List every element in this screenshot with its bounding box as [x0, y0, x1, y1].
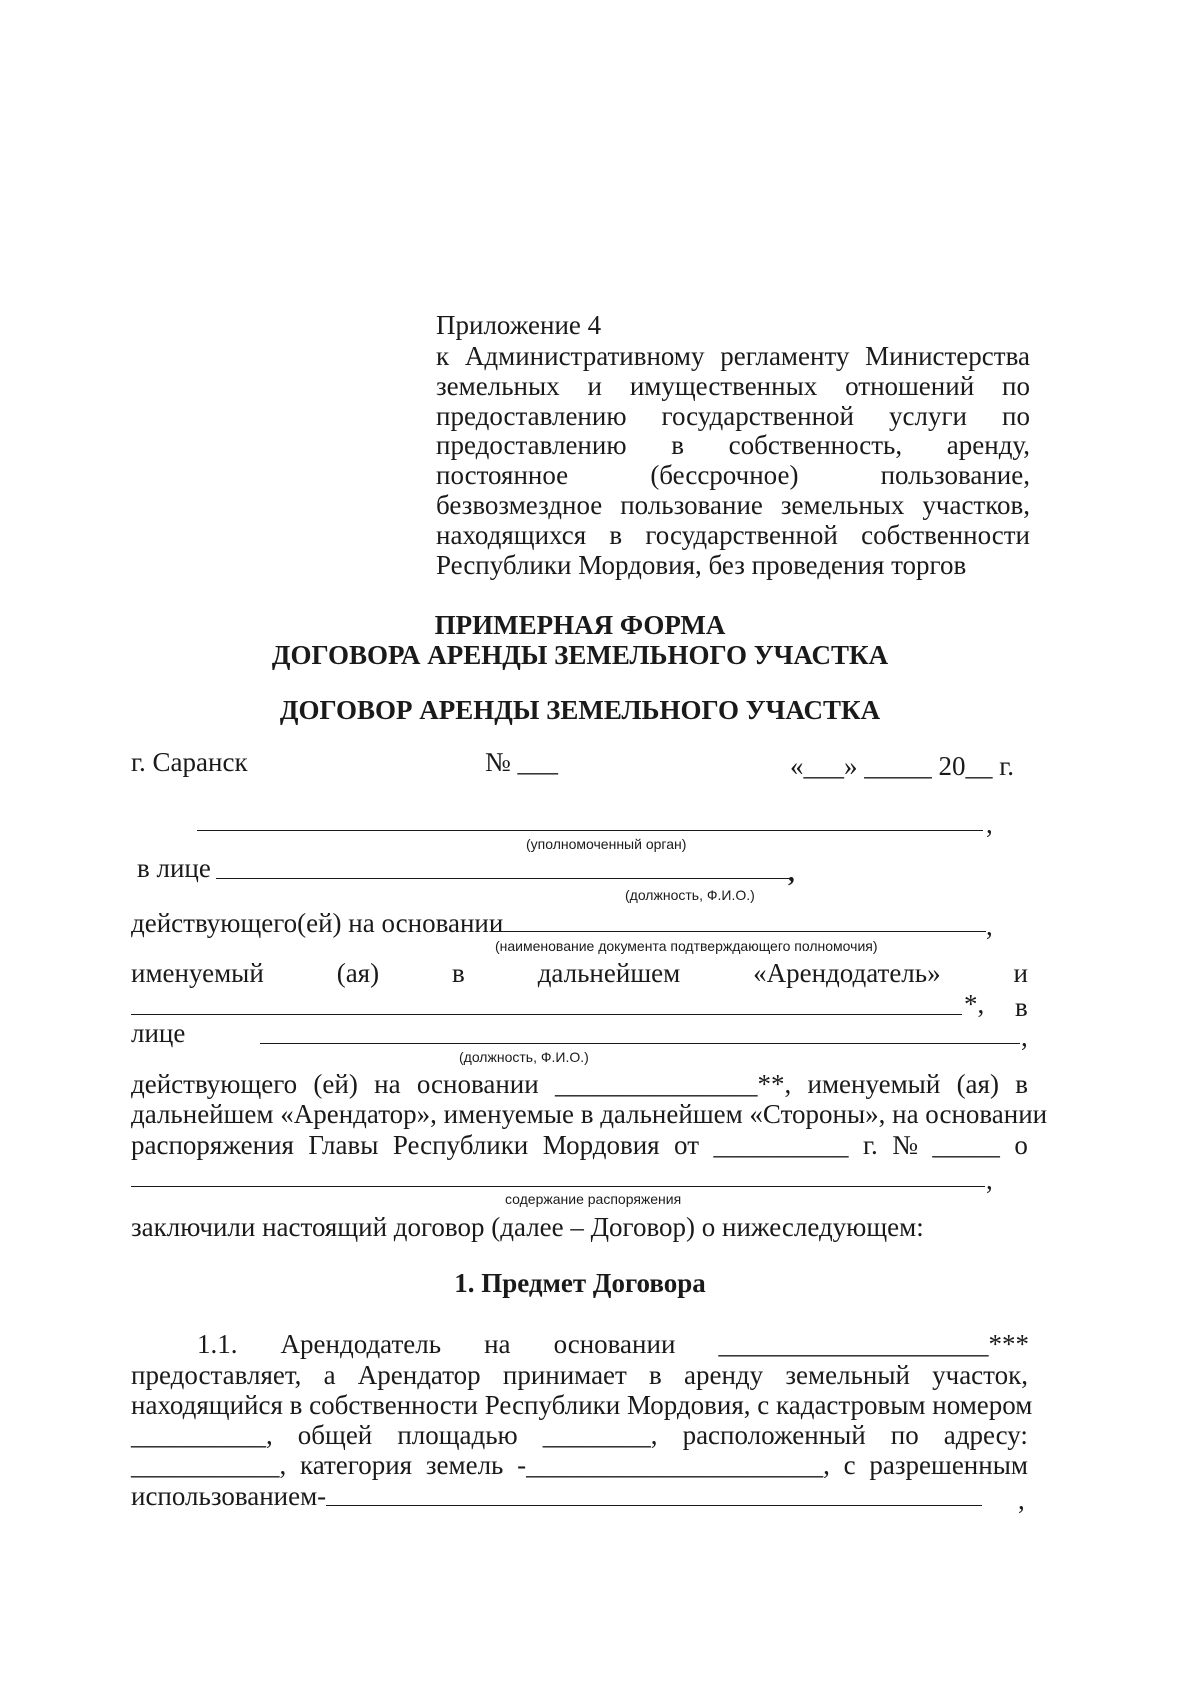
appendix-word: регламенту [720, 341, 850, 371]
appendix-line [436, 429, 1030, 459]
contract-title: ДОГОВОР АРЕНДЫ ЗЕМЕЛЬНОГО УЧАСТКА [279, 695, 881, 725]
order-word: __________ [713, 1130, 849, 1160]
contract-date: «___» _____ 20__ г. [790, 751, 1015, 781]
order-word: _____ [932, 1130, 1000, 1160]
concluded-line: заключили настоящий договор (далее – Договор) о нижеследующем: [131, 1212, 924, 1242]
appendix-word: Административному [464, 341, 705, 371]
authority-comma: , [986, 809, 993, 839]
appendix-word: и [587, 370, 602, 401]
caption-authority: (уполномоченный орган) [526, 836, 687, 852]
acting2-word: именуемый [807, 1069, 941, 1099]
acting-basis-comma: , [986, 911, 993, 941]
clause-1-1-line-4 [131, 1419, 1028, 1451]
permitted-use-field-line [326, 1505, 982, 1506]
clause-row5-word: разрешенным [869, 1450, 1028, 1480]
clause-row2-word: земельный [785, 1360, 910, 1390]
in-person-label: в лице [137, 853, 211, 883]
lessee-field-line [131, 1014, 962, 1015]
authority-field-line [197, 830, 983, 831]
clause-row5-word: ___________, [131, 1450, 287, 1480]
appendix-word: имущественных [629, 370, 818, 401]
appendix-word: (бессрочное) [650, 460, 799, 491]
clause-row4-word: площадью [397, 1420, 518, 1450]
appendix-line [436, 340, 1030, 370]
order-word: Республики [392, 1130, 529, 1160]
clause-row4-word: адресу: [943, 1420, 1028, 1450]
order-line [131, 1129, 1028, 1161]
appendix-word: земельных [436, 370, 560, 401]
appendix-title: Приложение 4 [436, 310, 602, 340]
order-word: Главы [308, 1130, 379, 1160]
order-word: Мордовия [542, 1130, 660, 1160]
clause-row1-word: 1.1. [197, 1329, 238, 1359]
appendix-word: в [609, 519, 623, 550]
clause-row2-word: предоставляет, [131, 1360, 302, 1390]
appendix-word: безвозмездное [436, 489, 603, 520]
appendix-last-line: Республики Мордовия, без проведения торгов [436, 550, 967, 580]
appendix-word: аренду, [946, 430, 1030, 461]
acting-basis-label: действующего(ей) на основании [131, 908, 504, 938]
clause-row2-word: принимает [502, 1360, 627, 1390]
lice-label: лице [131, 1018, 186, 1048]
order-content-field-line [131, 1186, 985, 1187]
further-named-line: дальнейшем «Арендатор», именуемые в дальнейшем «Стороны», на основании [131, 1099, 1048, 1129]
order-word: г. [862, 1130, 878, 1160]
clause-row5-word: с [843, 1450, 856, 1480]
named-lessor-line [131, 957, 1028, 989]
lessee-v: в [1015, 992, 1028, 1022]
named-word: в [452, 958, 465, 988]
appendix-line [436, 519, 1030, 549]
order-word: № [892, 1130, 918, 1160]
clause-row4-word: ________, [542, 1420, 658, 1450]
acting-lessee-line [131, 1068, 1028, 1100]
acting2-word: (ая) [956, 1069, 999, 1099]
appendix-line [436, 400, 1030, 430]
clause-row1-word: ____________________*** [718, 1329, 1029, 1359]
section-1-title: 1. Предмет Договора [454, 1268, 706, 1298]
named-word: «Арендодатель» [753, 958, 941, 988]
named-word: именуемый [131, 958, 264, 988]
clause-row4-word: по [890, 1420, 919, 1450]
named-word: (ая) [336, 958, 380, 988]
caption-document: (наименование документа подтверждающего полномочия) [495, 938, 878, 954]
acting2-word: действующего [131, 1069, 298, 1099]
appendix-word: земельных [780, 489, 905, 520]
appendix-word: Министерства [865, 341, 1030, 371]
clause-row1-word: на [484, 1329, 511, 1359]
clause-1-1-line-3: находящийся в собственности Республики Мордовия, с кадастровым номером [131, 1390, 1033, 1420]
appendix-word: по [1002, 370, 1030, 401]
clause-row2-word: а [323, 1360, 336, 1390]
appendix-word: постоянное [436, 460, 569, 491]
appendix-word: государственной [645, 519, 838, 550]
acting2-word: основании [416, 1069, 539, 1099]
order-content-comma: , [986, 1165, 993, 1195]
appendix-word: находящихся [436, 519, 587, 550]
named-word: и [1013, 958, 1028, 988]
clause-row4-word: общей [297, 1420, 373, 1450]
contract-number: № ___ [485, 747, 559, 777]
clause-row2-word: Арендатор [357, 1360, 481, 1390]
appendix-line [436, 489, 1030, 519]
acting2-word: _______________**, [554, 1069, 792, 1099]
acting2-word: на [374, 1069, 401, 1099]
in-person-comma: , [788, 857, 795, 887]
caption-order: содержание распоряжения [505, 1191, 682, 1207]
lice-comma: , [1021, 1022, 1028, 1052]
document-field-line [492, 931, 986, 932]
position-field-line-1 [216, 878, 790, 879]
clause-row2-word: участок, [932, 1360, 1028, 1390]
appendix-word: участков, [922, 489, 1030, 520]
caption-position-2: (должность, Ф.И.О.) [459, 1049, 589, 1065]
appendix-word: собственность, [728, 430, 903, 461]
clause-row5-word: категория [300, 1450, 413, 1480]
permitted-use-comma: , [1018, 1485, 1025, 1515]
city: г. Саранск [131, 747, 248, 777]
clause-row2-word: в [649, 1360, 662, 1390]
acting2-word: в [1015, 1069, 1028, 1099]
appendix-word: к [436, 341, 450, 371]
clause-1-1-line-2 [131, 1359, 1028, 1391]
clause-row5-word: земель [425, 1450, 504, 1480]
form-heading-line1: ПРИМЕРНАЯ ФОРМА [434, 610, 726, 640]
clause-row2-word: аренду [684, 1360, 764, 1390]
caption-position-1: (должность, Ф.И.О.) [625, 887, 755, 903]
appendix-word: по [1002, 400, 1030, 431]
clause-row4-word: расположенный [682, 1420, 866, 1450]
appendix-word: пользование, [880, 460, 1030, 491]
appendix-word: собственности [861, 519, 1030, 550]
form-heading-line2: ДОГОВОРА АРЕНДЫ ЗЕМЕЛЬНОГО УЧАСТКА [271, 640, 889, 670]
clause-row1-word: Арендодатель [280, 1329, 442, 1359]
order-word: о [1014, 1130, 1028, 1160]
clause-1-1-line-5 [131, 1449, 1028, 1481]
position-field-line-2 [260, 1043, 1020, 1044]
clause-row4-word: __________, [131, 1420, 273, 1450]
appendix-line [436, 459, 1030, 489]
appendix-word: государственной [661, 400, 854, 431]
acting2-word: (ей) [313, 1069, 358, 1099]
appendix-word: предоставлению [436, 430, 627, 461]
appendix-word: в [671, 430, 684, 461]
lessee-star: *, [964, 989, 985, 1019]
named-word: дальнейшем [537, 958, 681, 988]
clause-1-1-line-1 [197, 1328, 1029, 1360]
order-word: от [674, 1130, 699, 1160]
appendix-line [436, 370, 1030, 400]
appendix-word: услуги [889, 400, 967, 431]
clause-row5-word: -______________________, [517, 1450, 830, 1480]
appendix-word: предоставлению [436, 400, 627, 431]
appendix-word: отношений [845, 370, 975, 401]
clause-row1-word: основании [553, 1329, 676, 1359]
appendix-text [436, 340, 1030, 549]
order-word: распоряжения [131, 1130, 294, 1160]
appendix-word: пользование [620, 489, 763, 520]
permitted-use-label: использованием- [131, 1481, 327, 1511]
